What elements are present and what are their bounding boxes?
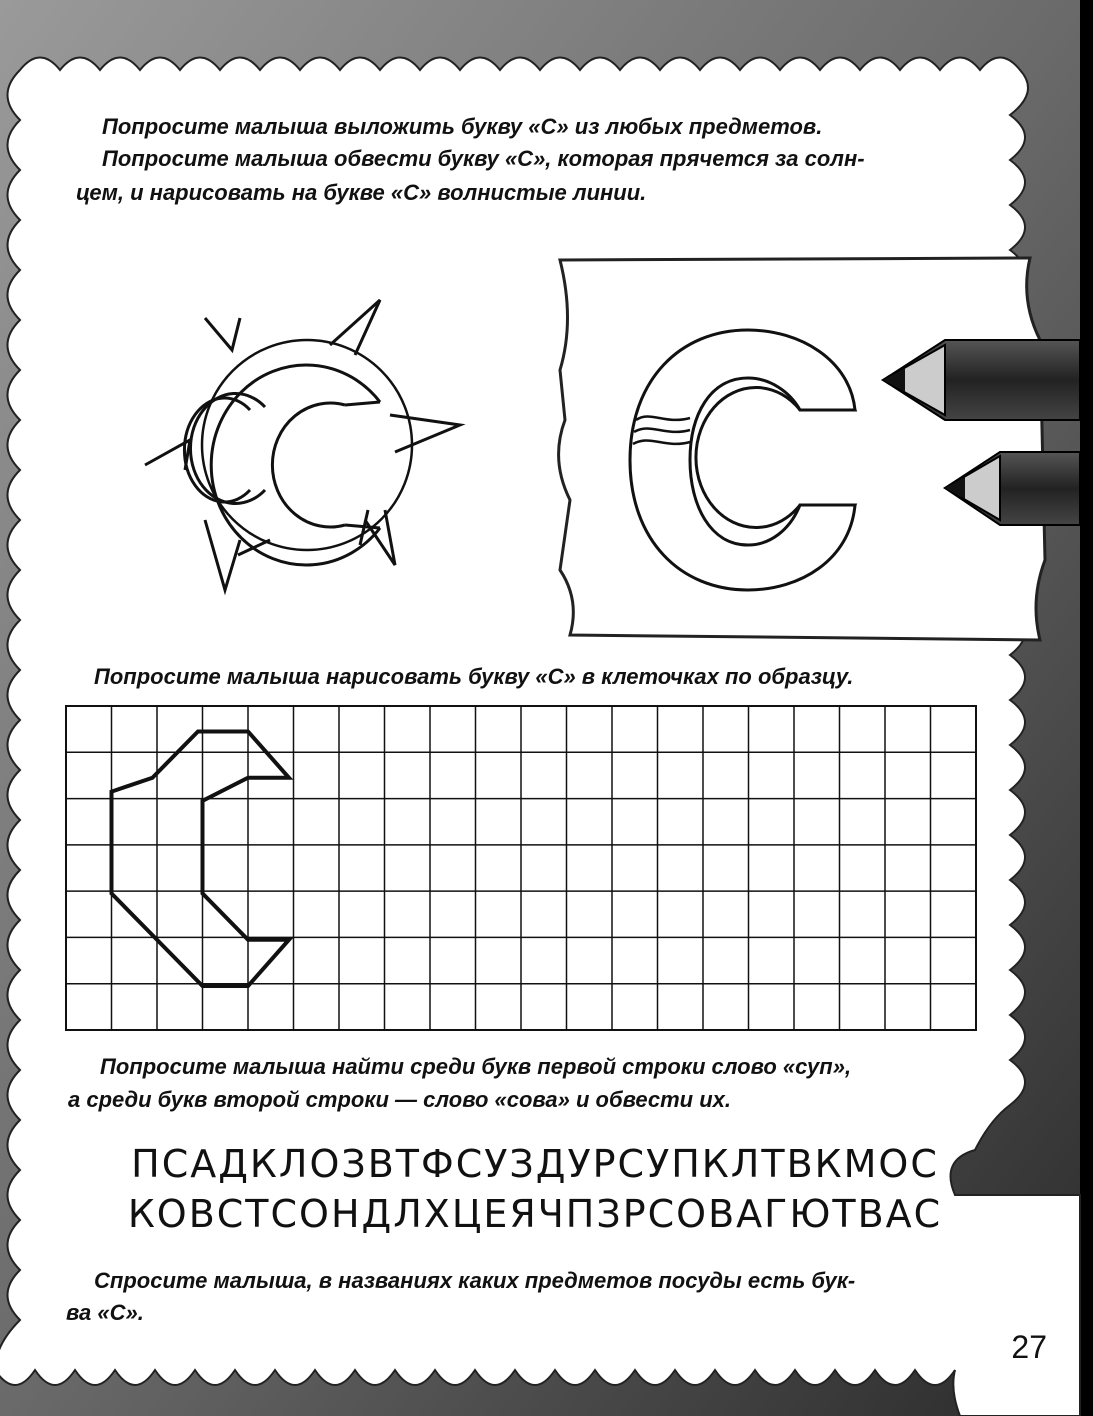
- instruction-find-words-line1: Попросите малыша найти среди букв первой строки слово «суп»,: [100, 1054, 852, 1079]
- instruction-dishes-line2: ва «С».: [66, 1300, 144, 1325]
- instruction-find-words-line2: а среди букв второй строки — слово «сова» и обвести их.: [68, 1087, 731, 1112]
- instruction-lay-out-letter: Попросите малыша выложить букву «С» из любых предметов.: [102, 114, 823, 139]
- instruction-trace-letter-line1: Попросите малыша обвести букву «С», которая прячется за солн-: [102, 146, 865, 171]
- instruction-dishes-line1: Спросите малыша, в названиях каких предметов посуды есть бук-: [94, 1268, 856, 1293]
- page-number: 27: [1011, 1329, 1047, 1365]
- letter-row-2[interactable]: КОВСТСОНДЛХЦЕЯЧПЗРСОВАГЮТВАС: [127, 1192, 943, 1236]
- instruction-grid-task: Попросите малыша нарисовать букву «С» в клеточках по образцу.: [94, 664, 854, 689]
- instruction-trace-letter-line2: цем, и нарисовать на букве «С» волнистые линии.: [76, 180, 647, 205]
- letter-row-1[interactable]: ПСАДКЛОЗВТФСУЗДУРСУПКЛТВКМОС: [131, 1142, 939, 1186]
